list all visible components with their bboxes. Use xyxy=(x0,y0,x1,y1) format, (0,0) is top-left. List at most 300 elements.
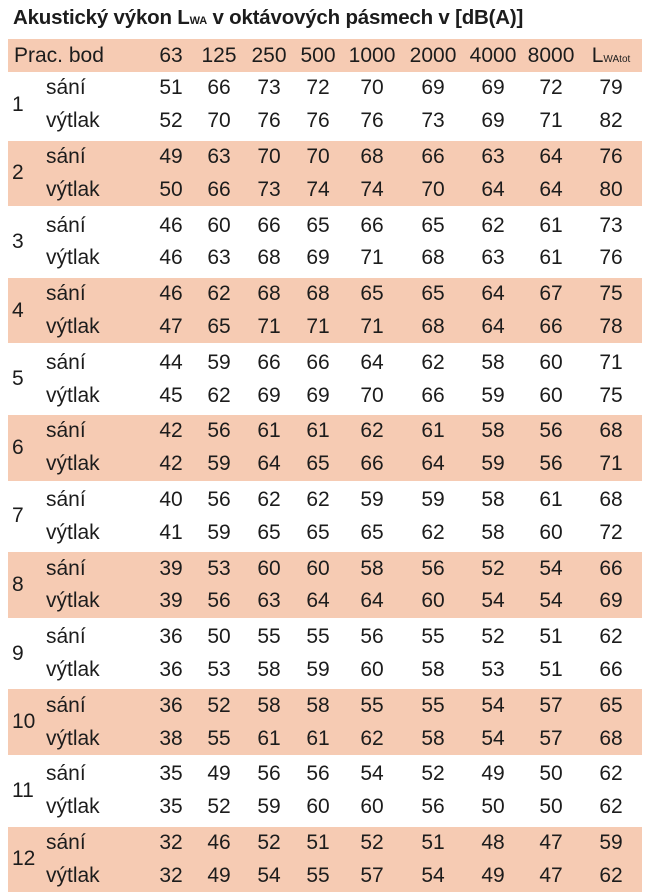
table-row-discharge xyxy=(8,242,642,276)
band-value-cell: 76 xyxy=(257,109,281,133)
total-value-cell: 71 xyxy=(580,345,642,379)
band-value-cell: 61 xyxy=(522,482,580,516)
band-value-cell: 64 xyxy=(342,345,402,379)
operating-point-group xyxy=(8,345,642,414)
band-value-cell: 55 xyxy=(342,688,402,722)
table-row-intake xyxy=(8,688,642,722)
band-value-cell: 65 xyxy=(402,276,464,310)
band-value-cell: 55 xyxy=(244,619,294,653)
band-value-cell: 32 xyxy=(159,863,183,887)
row-label-intake: sání xyxy=(44,688,148,722)
band-value-cell: 42 xyxy=(148,413,194,447)
row-label-discharge: výtlak xyxy=(46,863,100,887)
band-value-cell: 73 xyxy=(257,177,281,201)
band-value-cell: 56 xyxy=(522,413,580,447)
band-value-cell: 51 xyxy=(159,76,183,100)
band-value-cell: 56 xyxy=(342,619,402,653)
band-value-cell: 54 xyxy=(481,589,505,613)
band-value-cell: 49 xyxy=(481,863,505,887)
total-value-cell: 73 xyxy=(580,208,642,242)
band-value-cell: 67 xyxy=(522,276,580,310)
table-row-discharge xyxy=(8,859,642,892)
table-row-discharge xyxy=(8,585,642,619)
band-value-cell: 49 xyxy=(148,139,194,173)
total-value-cell: 66 xyxy=(599,657,623,681)
band-value-cell: 54 xyxy=(257,863,281,887)
band-value-cell: 59 xyxy=(481,383,505,407)
band-value-cell: 53 xyxy=(207,657,231,681)
table-row-discharge xyxy=(8,105,642,139)
operating-point-number: 3 xyxy=(8,208,44,277)
band-value-cell: 46 xyxy=(194,825,244,859)
total-value-cell: 79 xyxy=(599,76,623,100)
band-value-cell: 62 xyxy=(421,520,445,544)
band-value-cell: 47 xyxy=(522,825,580,859)
table-row-intake xyxy=(8,482,642,516)
band-value-cell: 60 xyxy=(539,520,563,544)
table-title xyxy=(13,6,523,30)
band-value-cell: 56 xyxy=(194,482,244,516)
operating-point-group xyxy=(8,688,642,757)
band-value-cell: 60 xyxy=(194,208,244,242)
operating-point-group xyxy=(8,825,642,892)
band-value-cell: 54 xyxy=(421,863,445,887)
band-value-cell: 61 xyxy=(522,208,580,242)
total-value-cell: 62 xyxy=(599,795,623,819)
table-row-intake xyxy=(8,276,642,310)
band-value-cell: 66 xyxy=(421,383,445,407)
band-value-cell: 68 xyxy=(421,246,445,270)
band-value-cell: 72 xyxy=(306,76,330,100)
operating-point-group xyxy=(8,276,642,345)
band-value-cell: 35 xyxy=(159,795,183,819)
band-value-cell: 59 xyxy=(342,482,402,516)
band-value-cell: 49 xyxy=(194,756,244,790)
band-value-cell: 64 xyxy=(481,177,505,201)
header-band-4000: 4000 xyxy=(469,43,517,67)
band-value-cell: 46 xyxy=(148,276,194,310)
band-value-cell: 57 xyxy=(539,726,563,750)
band-value-cell: 52 xyxy=(244,825,294,859)
total-value-cell: 66 xyxy=(580,551,642,585)
title-suffix: v oktávových pásmech v [dB(A)] xyxy=(206,6,524,29)
band-value-cell: 60 xyxy=(244,551,294,585)
operating-point-number: 2 xyxy=(8,139,44,208)
operating-point-group xyxy=(8,756,642,825)
table-row-discharge xyxy=(8,722,642,756)
total-value-cell: 68 xyxy=(580,413,642,447)
band-value-cell: 58 xyxy=(464,413,522,447)
band-value-cell: 61 xyxy=(306,726,330,750)
table-row-intake xyxy=(8,551,642,585)
band-value-cell: 60 xyxy=(306,795,330,819)
band-value-cell: 62 xyxy=(360,726,384,750)
band-value-cell: 69 xyxy=(481,109,505,133)
total-value-cell: 75 xyxy=(599,383,623,407)
row-label-intake: sání xyxy=(44,551,148,585)
operating-point-group xyxy=(8,413,642,482)
band-value-cell: 69 xyxy=(481,76,505,100)
table-row-intake xyxy=(8,413,642,447)
band-value-cell: 58 xyxy=(342,551,402,585)
band-value-cell: 56 xyxy=(294,756,342,790)
band-value-cell: 54 xyxy=(342,756,402,790)
header-total-sub: WAtot xyxy=(603,53,631,65)
band-value-cell: 51 xyxy=(539,657,563,681)
band-value-cell: 36 xyxy=(148,619,194,653)
band-value-cell: 61 xyxy=(244,413,294,447)
header-total xyxy=(580,39,642,72)
band-value-cell: 66 xyxy=(207,177,231,201)
band-value-cell: 73 xyxy=(421,109,445,133)
band-value-cell: 62 xyxy=(194,276,244,310)
band-value-cell: 62 xyxy=(294,482,342,516)
band-value-cell: 54 xyxy=(539,589,563,613)
band-value-cell: 56 xyxy=(421,795,445,819)
band-value-cell: 63 xyxy=(481,246,505,270)
band-value-cell: 64 xyxy=(257,452,281,476)
band-value-cell: 55 xyxy=(402,619,464,653)
operating-point-group xyxy=(8,208,642,277)
band-value-cell: 50 xyxy=(522,756,580,790)
band-value-cell: 44 xyxy=(148,345,194,379)
band-value-cell: 66 xyxy=(244,345,294,379)
operating-point-number: 6 xyxy=(8,413,44,482)
band-value-cell: 60 xyxy=(522,345,580,379)
total-value-cell: 76 xyxy=(580,139,642,173)
table-row-discharge xyxy=(8,791,642,825)
band-value-cell: 63 xyxy=(194,139,244,173)
band-value-cell: 66 xyxy=(244,208,294,242)
band-value-cell: 72 xyxy=(539,76,563,100)
band-value-cell: 65 xyxy=(306,520,330,544)
table-row-discharge xyxy=(8,173,642,207)
band-value-cell: 71 xyxy=(257,314,281,338)
band-value-cell: 71 xyxy=(360,246,384,270)
row-label-discharge: výtlak xyxy=(46,589,100,613)
total-value-cell: 71 xyxy=(599,452,623,476)
band-value-cell: 53 xyxy=(194,551,244,585)
band-value-cell: 73 xyxy=(257,76,281,100)
band-value-cell: 58 xyxy=(464,482,522,516)
band-value-cell: 68 xyxy=(257,246,281,270)
band-value-cell: 56 xyxy=(244,756,294,790)
header-band-8000: 8000 xyxy=(527,43,575,67)
band-value-cell: 52 xyxy=(207,795,231,819)
row-label-intake: sání xyxy=(44,482,148,516)
operating-point-number: 10 xyxy=(8,688,44,757)
row-label-discharge: výtlak xyxy=(46,314,100,338)
band-value-cell: 60 xyxy=(360,657,384,681)
header-band-63: 63 xyxy=(159,43,183,67)
band-value-cell: 69 xyxy=(306,383,330,407)
sound-power-table xyxy=(8,39,642,892)
row-label-discharge: výtlak xyxy=(46,452,100,476)
band-value-cell: 69 xyxy=(257,383,281,407)
row-label-discharge: výtlak xyxy=(46,520,100,544)
band-value-cell: 42 xyxy=(159,452,183,476)
band-value-cell: 65 xyxy=(294,208,342,242)
band-value-cell: 69 xyxy=(421,76,445,100)
band-value-cell: 74 xyxy=(306,177,330,201)
band-value-cell: 54 xyxy=(464,688,522,722)
total-value-cell: 62 xyxy=(580,619,642,653)
row-label-discharge: výtlak xyxy=(46,795,100,819)
table-row-intake xyxy=(8,345,642,379)
band-value-cell: 59 xyxy=(207,520,231,544)
band-value-cell: 47 xyxy=(159,314,183,338)
band-value-cell: 62 xyxy=(464,208,522,242)
row-label-intake: sání xyxy=(44,139,148,173)
band-value-cell: 65 xyxy=(257,520,281,544)
band-value-cell: 59 xyxy=(257,795,281,819)
band-value-cell: 39 xyxy=(148,551,194,585)
header-band-500: 500 xyxy=(300,43,336,67)
band-value-cell: 52 xyxy=(194,688,244,722)
band-value-cell: 39 xyxy=(159,589,183,613)
band-value-cell: 64 xyxy=(421,452,445,476)
operating-point-number: 4 xyxy=(8,276,44,345)
row-label-discharge: výtlak xyxy=(46,726,100,750)
band-value-cell: 65 xyxy=(360,520,384,544)
band-value-cell: 66 xyxy=(539,314,563,338)
table-row-intake xyxy=(8,139,642,173)
band-value-cell: 70 xyxy=(207,109,231,133)
band-value-cell: 60 xyxy=(421,589,445,613)
band-value-cell: 56 xyxy=(194,413,244,447)
band-value-cell: 70 xyxy=(294,139,342,173)
band-value-cell: 58 xyxy=(481,520,505,544)
band-value-cell: 76 xyxy=(306,109,330,133)
title-prefix: Akustický výkon L xyxy=(13,6,190,29)
band-value-cell: 64 xyxy=(539,177,563,201)
band-value-cell: 71 xyxy=(539,109,563,133)
band-value-cell: 46 xyxy=(159,246,183,270)
operating-point-number: 7 xyxy=(8,482,44,551)
band-value-cell: 52 xyxy=(464,619,522,653)
table-row-intake xyxy=(8,72,642,105)
total-value-cell: 68 xyxy=(580,482,642,516)
band-value-cell: 51 xyxy=(402,825,464,859)
table-row-discharge xyxy=(8,654,642,688)
band-value-cell: 65 xyxy=(306,452,330,476)
operating-point-number: 8 xyxy=(8,551,44,620)
total-value-cell: 59 xyxy=(580,825,642,859)
band-value-cell: 59 xyxy=(207,452,231,476)
header-row xyxy=(8,39,642,72)
band-value-cell: 54 xyxy=(522,551,580,585)
band-value-cell: 53 xyxy=(481,657,505,681)
band-value-cell: 41 xyxy=(159,520,183,544)
band-value-cell: 46 xyxy=(148,208,194,242)
band-value-cell: 74 xyxy=(360,177,384,201)
band-value-cell: 64 xyxy=(481,314,505,338)
band-value-cell: 36 xyxy=(148,688,194,722)
band-value-cell: 66 xyxy=(402,139,464,173)
band-value-cell: 68 xyxy=(421,314,445,338)
table-row-discharge xyxy=(8,516,642,550)
band-value-cell: 58 xyxy=(421,657,445,681)
row-label-intake: sání xyxy=(44,825,148,859)
band-value-cell: 55 xyxy=(294,619,342,653)
header-band-250: 250 xyxy=(251,43,287,67)
band-value-cell: 55 xyxy=(402,688,464,722)
band-value-cell: 62 xyxy=(244,482,294,516)
band-value-cell: 45 xyxy=(159,383,183,407)
band-value-cell: 60 xyxy=(539,383,563,407)
band-value-cell: 56 xyxy=(207,589,231,613)
row-label-intake: sání xyxy=(44,619,148,653)
total-value-cell: 65 xyxy=(580,688,642,722)
total-value-cell: 72 xyxy=(599,520,623,544)
row-label-discharge: výtlak xyxy=(46,109,100,133)
band-value-cell: 68 xyxy=(244,276,294,310)
band-value-cell: 70 xyxy=(421,177,445,201)
band-value-cell: 47 xyxy=(539,863,563,887)
band-value-cell: 70 xyxy=(360,76,384,100)
band-value-cell: 61 xyxy=(294,413,342,447)
total-value-cell: 69 xyxy=(599,589,623,613)
band-value-cell: 54 xyxy=(481,726,505,750)
table-header xyxy=(8,39,642,72)
band-value-cell: 61 xyxy=(402,413,464,447)
row-label-discharge: výtlak xyxy=(46,246,100,270)
band-value-cell: 32 xyxy=(148,825,194,859)
row-label-intake: sání xyxy=(44,345,148,379)
row-label-intake: sání xyxy=(44,756,148,790)
band-value-cell: 66 xyxy=(342,208,402,242)
band-value-cell: 65 xyxy=(207,314,231,338)
band-value-cell: 61 xyxy=(539,246,563,270)
band-value-cell: 62 xyxy=(207,383,231,407)
band-value-cell: 50 xyxy=(481,795,505,819)
band-value-cell: 58 xyxy=(257,657,281,681)
band-value-cell: 65 xyxy=(342,276,402,310)
operating-point-group xyxy=(8,551,642,620)
operating-point-group xyxy=(8,139,642,208)
band-value-cell: 52 xyxy=(402,756,464,790)
row-label-intake: sání xyxy=(44,208,148,242)
band-value-cell: 60 xyxy=(360,795,384,819)
band-value-cell: 48 xyxy=(464,825,522,859)
band-value-cell: 65 xyxy=(402,208,464,242)
band-value-cell: 64 xyxy=(306,589,330,613)
band-value-cell: 58 xyxy=(244,688,294,722)
band-value-cell: 68 xyxy=(342,139,402,173)
row-label-intake: sání xyxy=(44,276,148,310)
operating-point-number: 9 xyxy=(8,619,44,688)
total-value-cell: 76 xyxy=(599,246,623,270)
band-value-cell: 70 xyxy=(244,139,294,173)
operating-point-group xyxy=(8,72,642,139)
band-value-cell: 62 xyxy=(402,345,464,379)
band-value-cell: 52 xyxy=(464,551,522,585)
title-subscript: WA xyxy=(189,15,207,27)
header-operating-point: Prac. bod xyxy=(14,43,104,67)
header-band-1000: 1000 xyxy=(348,43,396,67)
band-value-cell: 63 xyxy=(207,246,231,270)
band-value-cell: 49 xyxy=(464,756,522,790)
band-value-cell: 59 xyxy=(481,452,505,476)
band-value-cell: 50 xyxy=(194,619,244,653)
band-value-cell: 64 xyxy=(360,589,384,613)
total-value-cell: 75 xyxy=(580,276,642,310)
band-value-cell: 63 xyxy=(257,589,281,613)
band-value-cell: 59 xyxy=(306,657,330,681)
total-value-cell: 80 xyxy=(599,177,623,201)
band-value-cell: 56 xyxy=(539,452,563,476)
band-value-cell: 59 xyxy=(194,345,244,379)
table-row-intake xyxy=(8,619,642,653)
band-value-cell: 50 xyxy=(539,795,563,819)
band-value-cell: 36 xyxy=(159,657,183,681)
total-value-cell: 62 xyxy=(580,756,642,790)
band-value-cell: 52 xyxy=(159,109,183,133)
band-value-cell: 66 xyxy=(360,452,384,476)
band-value-cell: 64 xyxy=(522,139,580,173)
band-value-cell: 38 xyxy=(159,726,183,750)
band-value-cell: 64 xyxy=(464,276,522,310)
band-value-cell: 62 xyxy=(342,413,402,447)
band-value-cell: 58 xyxy=(294,688,342,722)
header-band-2000: 2000 xyxy=(409,43,457,67)
band-value-cell: 63 xyxy=(464,139,522,173)
band-value-cell: 51 xyxy=(522,619,580,653)
band-value-cell: 59 xyxy=(402,482,464,516)
total-value-cell: 62 xyxy=(599,863,623,887)
band-value-cell: 55 xyxy=(207,726,231,750)
band-value-cell: 68 xyxy=(294,276,342,310)
band-value-cell: 60 xyxy=(294,551,342,585)
band-value-cell: 71 xyxy=(306,314,330,338)
operating-point-number: 11 xyxy=(8,756,44,825)
band-value-cell: 69 xyxy=(306,246,330,270)
operating-point-number: 12 xyxy=(8,825,44,892)
operating-point-number: 1 xyxy=(12,92,24,116)
table-row-discharge xyxy=(8,448,642,482)
band-value-cell: 58 xyxy=(464,345,522,379)
band-value-cell: 56 xyxy=(402,551,464,585)
band-value-cell: 66 xyxy=(207,76,231,100)
table-row-discharge xyxy=(8,311,642,345)
total-value-cell: 78 xyxy=(599,314,623,338)
band-value-cell: 57 xyxy=(360,863,384,887)
row-label-discharge: výtlak xyxy=(46,657,100,681)
band-value-cell: 58 xyxy=(421,726,445,750)
band-value-cell: 57 xyxy=(522,688,580,722)
operating-point-number: 5 xyxy=(8,345,44,414)
band-value-cell: 61 xyxy=(257,726,281,750)
band-value-cell: 50 xyxy=(159,177,183,201)
row-label-intake: sání xyxy=(46,76,86,100)
operating-point-group xyxy=(8,619,642,688)
table-row-discharge xyxy=(8,379,642,413)
band-value-cell: 52 xyxy=(342,825,402,859)
table-row-intake xyxy=(8,208,642,242)
operating-point-group xyxy=(8,482,642,551)
band-value-cell: 55 xyxy=(306,863,330,887)
header-total-main: L xyxy=(591,43,604,67)
band-value-cell: 40 xyxy=(148,482,194,516)
band-value-cell: 49 xyxy=(207,863,231,887)
band-value-cell: 66 xyxy=(294,345,342,379)
row-label-discharge: výtlak xyxy=(46,383,100,407)
header-band-125: 125 xyxy=(201,43,237,67)
row-label-intake: sání xyxy=(44,413,148,447)
total-value-cell: 68 xyxy=(599,726,623,750)
band-value-cell: 71 xyxy=(360,314,384,338)
table-row-intake xyxy=(8,756,642,790)
